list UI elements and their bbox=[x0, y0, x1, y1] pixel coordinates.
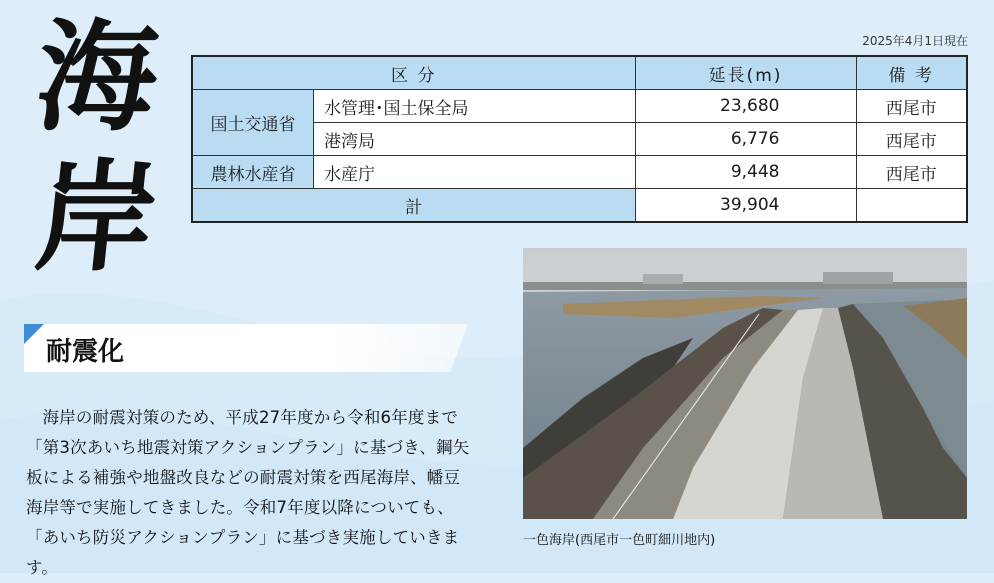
note-cell: 西尾市 bbox=[856, 156, 967, 189]
header-category: 区 分 bbox=[192, 56, 635, 90]
section-heading bbox=[24, 324, 468, 372]
table-row bbox=[192, 156, 967, 189]
page-title bbox=[22, 8, 172, 318]
ministry-cell: 国土交通省 bbox=[192, 90, 314, 156]
bureau-cell: 水産庁 bbox=[314, 156, 636, 189]
coast-photo-illustration bbox=[523, 248, 967, 519]
header-length: 延長(m) bbox=[635, 56, 856, 90]
bureau-cell: 港湾局 bbox=[314, 123, 636, 156]
coast-photo bbox=[523, 248, 967, 519]
total-label: 計 bbox=[192, 189, 635, 223]
table-total-row bbox=[192, 189, 967, 223]
section-heading-corner bbox=[24, 324, 44, 344]
note-cell: 西尾市 bbox=[856, 123, 967, 156]
header-note: 備 考 bbox=[856, 56, 967, 90]
ministry-cell: 農林水産省 bbox=[192, 156, 314, 189]
total-note bbox=[856, 189, 967, 223]
length-cell: 6,776 bbox=[635, 123, 856, 156]
section-heading-label: 耐震化 bbox=[46, 337, 125, 367]
title-char-1: 海 bbox=[29, 7, 165, 148]
table-header-row bbox=[192, 56, 967, 90]
length-cell: 9,448 bbox=[635, 156, 856, 189]
coast-length-table bbox=[191, 55, 968, 223]
bureau-cell: 水管理･国土保全局 bbox=[314, 90, 636, 123]
title-char-2: 岸 bbox=[29, 147, 165, 288]
body-paragraph: 海岸の耐震対策のため、平成27年度から令和6年度まで「第3次あいち地震対策アクションプラン」に基づき、鋼矢板による補強や地盤改良などの耐震対策を西尾海岸、幡豆海岸等で実施してきました。令和7年度以降についても、「あいち防災アクションプラン」に基づき実施していきます。 bbox=[26, 407, 470, 577]
total-length: 39,904 bbox=[635, 189, 856, 223]
table-row bbox=[192, 90, 967, 123]
date-stamp: 2025年4月1日現在 bbox=[862, 34, 968, 48]
photo-caption: 一色海岸(西尾市一色町細川地内) bbox=[523, 533, 716, 548]
length-cell: 23,680 bbox=[635, 90, 856, 123]
note-cell: 西尾市 bbox=[856, 90, 967, 123]
